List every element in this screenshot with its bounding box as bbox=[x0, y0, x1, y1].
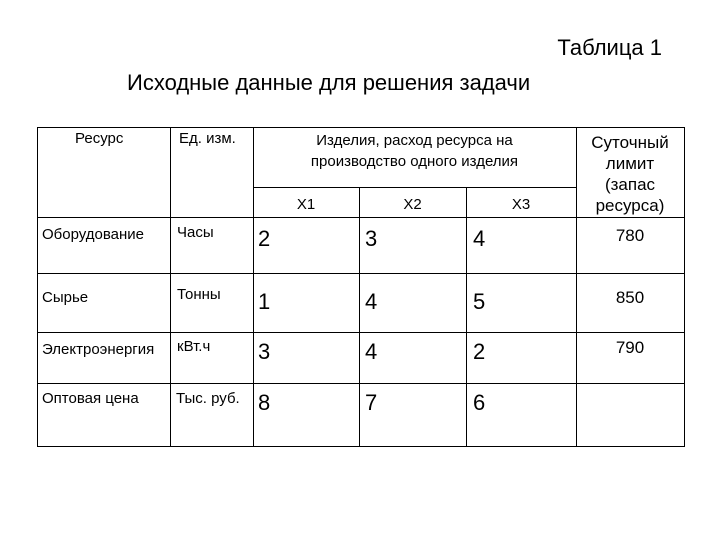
row-2-x2: 4 bbox=[365, 289, 378, 314]
header-x1: X1 bbox=[296, 196, 316, 213]
row-3-x1: 3 bbox=[258, 339, 271, 364]
row-2-resource: Сырье bbox=[42, 289, 89, 306]
row-1-limit: 780 bbox=[615, 226, 645, 245]
row-4-x1: 8 bbox=[258, 390, 271, 415]
table-number: Таблица 1 bbox=[557, 35, 662, 60]
row-2-unit: Тонны bbox=[177, 286, 221, 303]
row-1-x3: 4 bbox=[473, 226, 486, 251]
header-resource: Ресурс bbox=[75, 130, 124, 147]
row-divider-2 bbox=[37, 332, 684, 333]
row-divider-3 bbox=[37, 383, 684, 384]
header-subdivider bbox=[253, 187, 576, 188]
row-1-x2: 3 bbox=[365, 226, 378, 251]
row-1-unit: Часы bbox=[177, 224, 214, 241]
header-products-line-1: Изделия, расход ресурса на bbox=[316, 132, 513, 149]
header-x3: X3 bbox=[511, 196, 531, 213]
row-4-resource: Оптовая цена bbox=[42, 390, 139, 407]
row-4-x3: 6 bbox=[473, 390, 486, 415]
row-1-x1: 2 bbox=[258, 226, 271, 251]
row-4-x2: 7 bbox=[365, 390, 378, 415]
table-border-top bbox=[37, 127, 684, 128]
row-3-x2: 4 bbox=[365, 339, 378, 364]
header-limit-line-4: ресурса) bbox=[595, 196, 665, 215]
row-2-limit: 850 bbox=[615, 288, 645, 307]
header-unit: Ед. изм. bbox=[179, 130, 236, 147]
row-3-limit: 790 bbox=[615, 338, 645, 357]
header-limit-line-2: лимит bbox=[605, 154, 655, 173]
col-divider-unit bbox=[170, 127, 171, 447]
col-divider-x2 bbox=[359, 187, 360, 447]
row-4-unit: Тыс. руб. bbox=[176, 390, 240, 407]
header-x2: X2 bbox=[403, 196, 422, 213]
table-border-bottom bbox=[37, 446, 684, 447]
row-3-x3: 2 bbox=[473, 339, 486, 364]
header-limit-line-1: Суточный bbox=[591, 133, 669, 152]
row-1-resource: Оборудование bbox=[42, 226, 145, 243]
row-2-x3: 5 bbox=[473, 289, 486, 314]
table-border-left bbox=[37, 127, 38, 447]
col-divider-x3 bbox=[466, 187, 467, 447]
col-divider-x1 bbox=[253, 127, 254, 447]
row-3-unit: кВт.ч bbox=[177, 338, 211, 355]
table-border-right bbox=[684, 127, 685, 447]
row-2-x1: 1 bbox=[258, 289, 271, 314]
row-divider-1 bbox=[37, 273, 684, 274]
table-title: Исходные данные для решения задачи bbox=[127, 70, 531, 95]
header-limit-line-3: (запас bbox=[604, 175, 656, 194]
header-bottom-line bbox=[37, 217, 684, 218]
row-3-resource: Электроэнергия bbox=[42, 341, 155, 358]
header-products-line-2: производство одного изделия bbox=[310, 153, 519, 170]
